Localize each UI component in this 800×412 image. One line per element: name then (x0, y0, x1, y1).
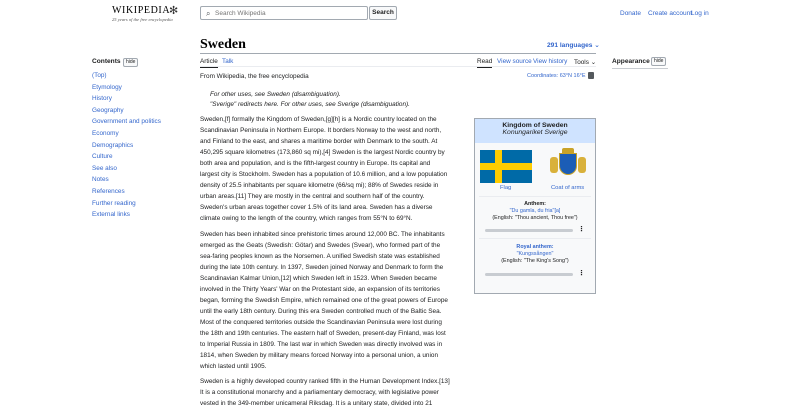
royal-anthem-english: (English: "The King's Song") (501, 258, 569, 264)
page-title: Sweden (200, 37, 246, 52)
more-options-icon[interactable]: ⋮ (578, 270, 585, 277)
paragraph-government (200, 376, 465, 409)
search-box[interactable] (200, 6, 368, 20)
languages-button[interactable] (547, 41, 600, 49)
tab-talk[interactable]: Talk (222, 58, 234, 65)
text-line: Sweden has been inhabited since prehistoric times around 12,000 BC. The inhabitants (200, 231, 445, 238)
infobox (474, 118, 596, 294)
tab-view-source[interactable]: View source (497, 58, 532, 65)
toc-item-history[interactable]: History (92, 95, 112, 103)
coa-supporter-left (550, 157, 558, 173)
text-line: during the late 10th century. In 1397, Sweden joined Norway and Denmark to form the (200, 264, 444, 271)
text-line: to Imperial Russia in 1809. The last war in which Sweden was directly involved was in (200, 341, 443, 348)
coa-caption-link[interactable]: Coat of arms (551, 185, 585, 191)
toc-item-geography[interactable]: Geography (92, 106, 124, 114)
text-line: urban areas.[11] They are mostly in the central and southern half of the country. (200, 193, 425, 200)
text-line: both area and population, and is the fifth-largest country in Europe. Its capital and (200, 160, 431, 167)
audio-progress-track[interactable] (485, 273, 573, 276)
text-line: Scandinavian Peninsula in Northern Europe. It borders Norway to the west and north, (200, 127, 442, 134)
infobox-name: Kingdom of Sweden (502, 122, 568, 129)
appearance-hide-button[interactable]: hide (651, 57, 666, 66)
audio-progress-track[interactable] (485, 229, 573, 232)
toc-item-see-also[interactable]: See also (92, 164, 117, 172)
flag-cross-horizontal (480, 163, 532, 170)
create-account-link[interactable]: Create account (648, 10, 693, 17)
coordinates-link[interactable]: Coordinates: 63°N 16°E (527, 73, 586, 79)
toc-item-government[interactable]: Government and politics (92, 118, 161, 126)
lock-icon (588, 72, 594, 79)
text-line: vested in the 349-member unicameral Riksdag. It is a unitary state, divided into 21 (200, 400, 433, 407)
chevron-down-icon: ⌄ (594, 42, 600, 49)
infobox-header (475, 119, 595, 143)
text-line: involved in the Thirty Years' War on the Protestant side, an expansion of its territories (200, 286, 440, 293)
text-line: Most of the conquered territories outside the Scandinavian Peninsula were lost during (200, 319, 442, 326)
anthem-english: (English: "Thou ancient, Thou free") (492, 215, 578, 221)
anthem-label: Anthem: (524, 201, 546, 207)
toc-item-references[interactable]: References (92, 187, 125, 195)
coa-supporter-right (578, 157, 586, 173)
search-icon: ⌕ (206, 9, 211, 18)
text-line: 450,295 square kilometres (173,860 sq mi),[4] Sweden is the largest Nordic country by (200, 149, 445, 156)
log-in-link[interactable]: Log in (691, 10, 709, 17)
anthem-audio-player[interactable] (485, 227, 585, 234)
toc-title: Contents (92, 58, 121, 65)
text-line: the 18th and 19th centuries. The eastern half of Sweden, present-day Finland, was lost (200, 330, 446, 337)
infobox-native-name: Konungariket Sverige (502, 129, 568, 136)
flag-image[interactable] (480, 150, 532, 183)
text-line: climate owing to the length of the country, which ranges from 55°N to 69°N. (200, 215, 413, 222)
tab-view-history[interactable]: View history (533, 58, 568, 65)
text-line: Sweden,[f] formally the Kingdom of Sweden,[g][h] is a Nordic country located on the (200, 116, 437, 123)
hatnote-disambiguation: For other uses, see Sweden (disambiguation). (210, 91, 341, 98)
royal-anthem-block (475, 244, 595, 265)
paragraph-intro (200, 114, 465, 224)
text-line: Sweden is a highly developed country ranked fifth in the Human Development Index.[13] (200, 378, 450, 385)
coa-shield-icon (559, 153, 577, 175)
text-line: emerged as the Geats (Swedish: Götar) and Swedes (Svear), who formed part of the (200, 242, 441, 249)
logo-tagline: 25 years of the free encyclopedia (112, 17, 173, 22)
toc-item-further-reading[interactable]: Further reading (92, 199, 136, 207)
appearance-title: Appearance (612, 58, 650, 65)
royal-anthem-audio-player[interactable] (485, 271, 585, 278)
hatnote-redirect: "Sverige" redirects here. For other uses, see Sverige (disambiguation). (210, 101, 410, 108)
tagline: From Wikipedia, the free encyclopedia (200, 73, 309, 80)
toc-item-demographics[interactable]: Demographics (92, 141, 134, 149)
toc-item-culture[interactable]: Culture (92, 153, 113, 161)
toc-item-economy[interactable]: Economy (92, 129, 119, 137)
puzzle-globe-icon: ✻ (169, 5, 179, 17)
toc-item-top[interactable]: (Top) (92, 72, 107, 79)
search-input[interactable] (215, 7, 365, 19)
text-line: began, forming the Swedish Empire, which remained one of the great powers of Europe (200, 297, 448, 304)
royal-anthem-title-link[interactable]: "Kungssången" (516, 251, 554, 257)
wikipedia-logo[interactable] (112, 5, 192, 23)
text-line: until the early 18th century. During this era Sweden controlled much of the Baltic Sea. (200, 308, 442, 315)
royal-anthem-label-link[interactable]: Royal anthem: (516, 244, 554, 250)
toc-item-external-links[interactable]: External links (92, 211, 131, 219)
tab-divider (200, 66, 596, 67)
appearance-divider (612, 68, 668, 69)
anthem-title-link[interactable]: "Du gamla, du fria"[a] (509, 208, 561, 214)
logo-wordmark: WIKIPEDIA (112, 5, 171, 16)
toc-hide-button[interactable]: hide (123, 58, 138, 67)
text-line: 1814, when Sweden by military means forced Norway into a personal union, a union (200, 352, 439, 359)
anthem-block (475, 201, 595, 222)
text-line: which lasted until 1905. (200, 363, 267, 370)
text-line: and Finland to the east, and shares a maritime border with Denmark to the south. At (200, 138, 438, 145)
flag-caption-link[interactable]: Flag (500, 185, 512, 191)
coat-of-arms-image[interactable] (545, 147, 591, 187)
toc-list (92, 71, 161, 222)
text-line: It is a constitutional monarchy and a parliamentary democracy, with legislative power (200, 389, 439, 396)
toc-item-etymology[interactable]: Etymology (92, 83, 122, 91)
text-line: sea-faring peoples known as the Norsemen. A unified Swedish state was established (200, 253, 440, 260)
tab-article[interactable]: Article (200, 58, 218, 65)
donate-link[interactable]: Donate (620, 10, 641, 17)
text-line: largest city is Stockholm. Sweden has a population of 10.6 million, and a low population (200, 171, 448, 178)
text-line: density of 25.5 inhabitants per square kilometre (66/sq mi); 88% of Swedes reside in (200, 182, 439, 189)
chevron-down-icon: ⌄ (590, 59, 597, 66)
infobox-divider (479, 238, 591, 239)
more-options-icon[interactable]: ⋮ (578, 226, 585, 233)
text-line: Scandinavian Kalmar Union,[12] which Sweden left in 1523. When Sweden became (200, 275, 437, 282)
tools-menu[interactable] (574, 58, 596, 66)
infobox-divider (479, 196, 591, 197)
title-divider (200, 53, 596, 54)
paragraph-history (200, 229, 465, 372)
search-button[interactable]: Search (369, 6, 397, 20)
languages-label: 291 languages (547, 42, 593, 49)
tools-label: Tools (574, 59, 589, 66)
tab-read[interactable]: Read (477, 58, 493, 65)
text-line: Sweden's urban areas together cover 1.5% of its land area. Sweden has a diverse (200, 204, 433, 211)
toc-item-notes[interactable]: Notes (92, 176, 109, 184)
